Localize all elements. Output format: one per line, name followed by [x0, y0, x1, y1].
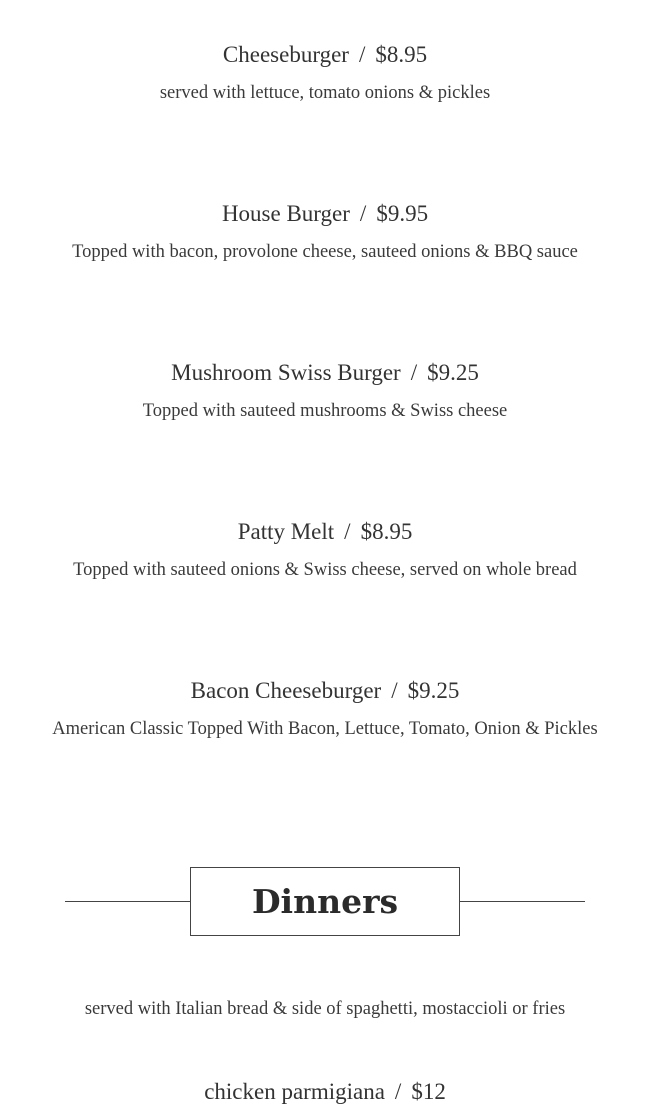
menu-item-bacon-cheeseburger [0, 676, 650, 741]
heading-rule-left [65, 901, 191, 902]
menu-item-price: $8.95 [375, 42, 428, 67]
menu-item-price: $9.95 [376, 201, 429, 226]
menu-item-title [0, 676, 650, 706]
menu-item-description: Topped with sauteed mushrooms & Swiss cheese [142, 401, 508, 421]
menu-item-name: House Burger [221, 201, 350, 226]
price-separator: / [394, 1079, 402, 1104]
menu-item-name: Bacon Cheeseburger [190, 678, 382, 703]
section-heading-dinners [0, 867, 650, 936]
menu-item-name: Mushroom Swiss Burger [171, 360, 401, 385]
heading-box [190, 867, 460, 936]
menu-item-name: Patty Melt [237, 519, 335, 544]
menu-item-title [0, 358, 650, 388]
menu-item-price: $8.95 [360, 519, 413, 544]
menu-item-description: Topped with sauteed onions & Swiss cheese, served on whole bread [73, 560, 577, 580]
menu-item-description: Topped with bacon, provolone cheese, sauteed onions & BBQ sauce [72, 242, 578, 262]
menu-item-house-burger [0, 199, 650, 264]
section-title: Dinners [251, 882, 399, 921]
menu-item-price: $9.25 [407, 678, 460, 703]
menu-item-title [0, 199, 650, 229]
section-note: served with Italian bread & side of spaghetti, mostaccioli or fries [84, 999, 566, 1019]
menu-item-chicken-parmigiana [0, 1077, 650, 1107]
price-separator: / [410, 360, 418, 385]
menu-item-price: $9.25 [427, 360, 479, 385]
menu-item-name: chicken parmigiana [204, 1079, 385, 1104]
menu-item-price: $12 [411, 1079, 446, 1104]
price-separator: / [391, 678, 398, 703]
menu-item-title [0, 40, 650, 70]
menu-item-name: Cheeseburger [222, 42, 349, 67]
menu-item-mushroom-swiss-burger [0, 358, 650, 423]
menu-item-description: American Classic Topped With Bacon, Lettuce, Tomato, Onion & Pickles [52, 719, 598, 739]
menu-item-description: served with lettuce, tomato onions & pickles [159, 83, 491, 103]
menu-item-title [0, 517, 650, 547]
price-separator: / [358, 42, 366, 67]
menu-item-patty-melt [0, 517, 650, 582]
price-separator: / [344, 519, 351, 544]
menu-item-title [0, 1077, 650, 1107]
heading-rule-right [459, 901, 585, 902]
price-separator: / [359, 201, 367, 226]
menu-item-cheeseburger [0, 40, 650, 105]
